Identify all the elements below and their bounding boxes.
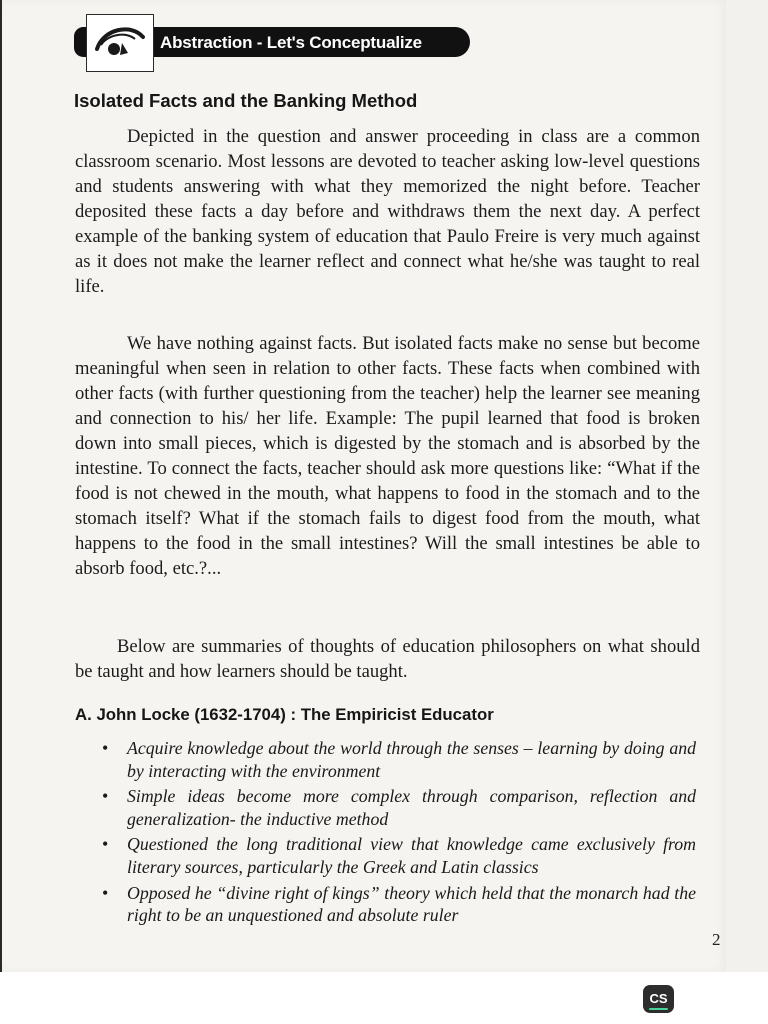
bullet-icon: • — [102, 882, 109, 903]
paragraph-summaries-intro: Below are summaries of thoughts of education philosophers on what should be taught and how learners should be taught. — [75, 636, 700, 682]
page-number: 2 — [712, 930, 721, 949]
list-item — [100, 737, 696, 782]
list-item — [100, 882, 696, 927]
bullet-text: Opposed he “divine right of kings” theory which held that the monarch had the right to be an unquestioned and absolute ruler — [127, 882, 696, 926]
section-badge — [86, 14, 154, 72]
bullet-text: Acquire knowledge about the world through the senses – learning by doing and by interacting with the environment — [127, 738, 696, 781]
paragraph-banking-method: Depicted in the question and answer proceeding in class are a common classroom scenario. Most lessons are devoted to teacher asking low-level questions and students answering with what they memorized the night before. Teacher deposited these facts a day before and withdraws them the next day. A perfect example of the banking system of education that Paulo Freire is very much against as it does not make the learner reflect and connect what he/she was taught to real life. — [75, 126, 700, 297]
section-heading: Isolated Facts and the Banking Method — [74, 90, 418, 111]
list-item — [100, 833, 696, 878]
bullet-icon: • — [102, 786, 109, 807]
locke-heading: A. John Locke (1632-1704) : The Empiricist Educator — [75, 705, 494, 724]
header-title: Abstraction - Let's Conceptualize — [160, 33, 422, 52]
locke-bullet-list — [100, 737, 696, 930]
list-item — [100, 785, 696, 830]
bullet-icon: • — [102, 834, 109, 855]
page-margin — [726, 0, 768, 972]
eye-icon — [87, 15, 153, 71]
paragraph-isolated-facts: We have nothing against facts. But isolated facts make no sense but become meaningful when seen in relation to other facts. These facts when combined with other facts (with further questioning from the teacher) help the learner see meaning and connection to his/ her life. Example: The pupil learned that food is broken down into small pieces, which is digested by the stomach and is absorbed by the intestine. To connect the facts, teacher should ask more questions like: “What if the food is not chewed in the mouth, what happens to food in the stomach and to the stomach itself? What if the stomach fails to digest food from the mouth, what happens to the food in the small intestines? Will the small intestines be able to absorb food, etc.?... — [75, 333, 700, 579]
bullet-text: Simple ideas become more complex through comparison, reflection and generalization- the inductive method — [127, 786, 696, 829]
camscanner-logo: CS — [643, 985, 674, 1013]
bullet-text: Questioned the long traditional view that knowledge came exclusively from literary sources, particularly the Greek and Latin classics — [127, 834, 696, 877]
bullet-icon: • — [102, 738, 109, 758]
